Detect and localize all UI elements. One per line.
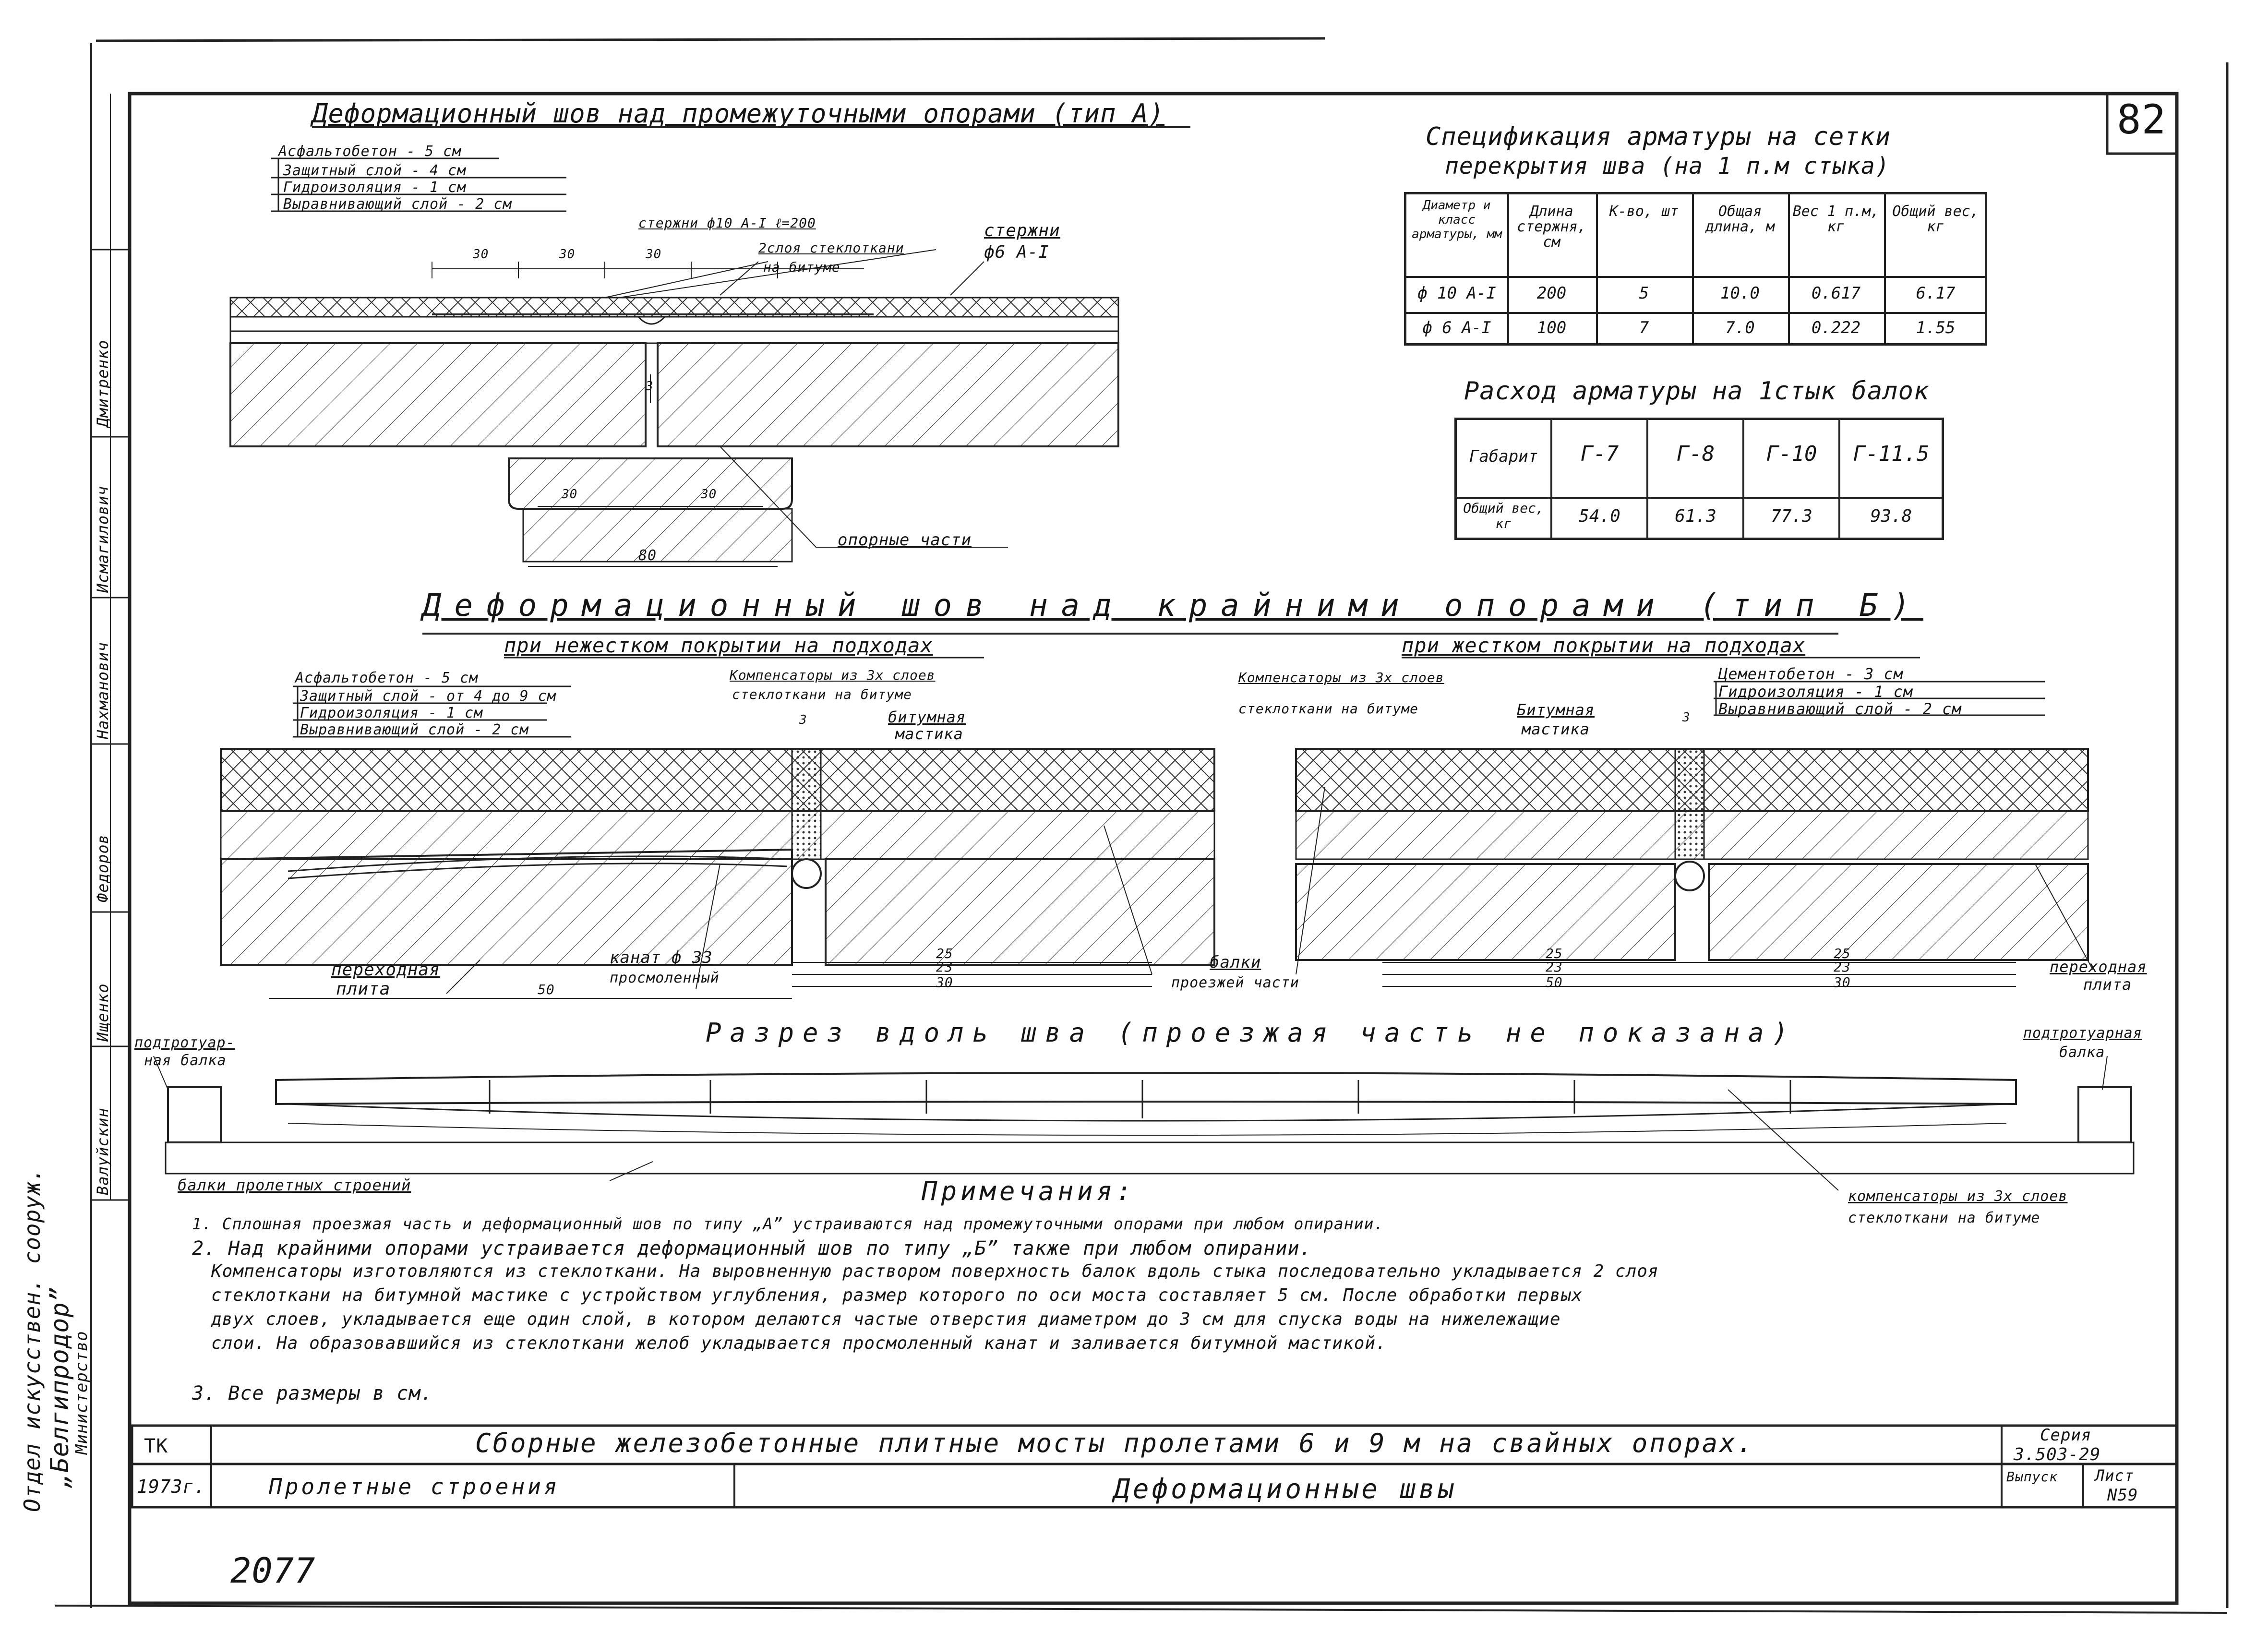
dim-b-left-3: 23 <box>936 959 953 975</box>
rebar-gabarit-3: Г-10 <box>1766 442 1817 466</box>
dim-a-bottom-2: 30 <box>701 487 717 502</box>
compensators-label-2: стеклоткани на битуме <box>1848 1210 2040 1226</box>
org-department: Отдел искусствен. сооруж. <box>19 1167 45 1512</box>
layer-b-right-2: Гидроизоляция - 1 см <box>1718 683 1913 701</box>
bit-mastic-right-1: Битумная <box>1517 701 1595 719</box>
spec-title-2: перекрытия шва (на 1 п.м стыка) <box>1445 153 1890 180</box>
bit-mastic-left-2: мастика <box>895 725 963 743</box>
left-beam-label-2: ная балка <box>144 1052 227 1069</box>
stamp-sheet-label: Лист <box>2095 1466 2135 1485</box>
spec-header-total-weight: Общий вес, кг <box>1892 203 1979 235</box>
layer-b-left-3: Гидроизоляция - 1 см <box>300 705 483 721</box>
spec-r1-c3: 5 <box>1639 284 1649 303</box>
spec-header-diameter: Диаметр и класс арматуры, мм <box>1412 198 1502 241</box>
notes-title: Примечания: <box>922 1176 1136 1206</box>
dim-a-top-3: 30 <box>646 247 662 262</box>
signature-4: Федоров <box>94 834 112 902</box>
dim-b-right-5: 23 <box>1834 959 1851 975</box>
signature-6: Валуйскин <box>94 1107 112 1195</box>
note-2: 2. Над крайними опорами устраивается деформационный шов по типу „Б” также при любом опирании. <box>192 1237 1312 1260</box>
dim-b-left-4: 30 <box>936 974 953 990</box>
note-6: слои. На образовавшийся из стеклоткани желоб укладывается просмоленный канат и заливается битумной мастикой. <box>211 1333 1387 1353</box>
comp-right-1: Компенсаторы из 3х слоев <box>1238 670 1444 685</box>
rebar-weight-2: 61.3 <box>1675 506 1716 526</box>
left-beam-label-1: подтротуар- <box>134 1034 235 1051</box>
spec-r1-c4: 10.0 <box>1720 284 1760 303</box>
dim-a-bottom-1: 30 <box>562 487 578 502</box>
note-1: 1. Сплошная проезжая часть и деформационный шов по типу „А” устраиваются над промежуточными опорами при любом опирании. <box>192 1214 1384 1233</box>
gap-b-right: 3 <box>1682 710 1691 725</box>
section-b-sub-left: при нежестком покрытии на подходах <box>504 634 933 657</box>
spec-table <box>1404 192 1987 346</box>
rebar-weight-1: 54.0 <box>1579 506 1620 526</box>
stamp-series-label: Серия <box>2040 1426 2092 1445</box>
section-a-title: Деформационный шов над промежуточными опорами (тип А) <box>312 98 1165 129</box>
dim-b-right-6: 30 <box>1834 974 1851 990</box>
layer-a-1: Асфальтобетон - 5 см <box>278 143 462 160</box>
spec-r1-c2: 200 <box>1536 284 1567 303</box>
bit-mastic-right-2: мастика <box>1522 720 1590 738</box>
spec-header-total-length: Общая длина, м <box>1705 203 1775 235</box>
layer-b-left-4: Выравнивающий слой - 2 см <box>300 721 529 738</box>
rope-2: просмоленный <box>610 970 720 986</box>
bit-mastic-left-1: битумная <box>888 708 966 726</box>
stamp-section: Пролетные строения <box>269 1474 560 1500</box>
layer-b-left-1: Асфальтобетон - 5 см <box>295 670 479 686</box>
rebar-gabarit-2: Г-8 <box>1676 442 1715 466</box>
stamp-issue-label: Выпуск <box>2006 1469 2058 1485</box>
transition-left-2: плита <box>336 979 391 999</box>
rods-f10-label: стержни ф10 А-I ℓ=200 <box>638 215 816 231</box>
layer-b-right-3: Выравнивающий слой - 2 см <box>1718 700 1962 718</box>
dim-b-right-1: 25 <box>1546 946 1563 961</box>
dim-a-top-2: 30 <box>559 247 576 262</box>
note-3: Компенсаторы изготовляются из стеклоткани. На выровненную раствором поверхность балок вдоль стыка последовательно укладывается 2 слоя <box>211 1261 1659 1281</box>
stamp-sheet: N59 <box>2107 1486 2138 1505</box>
span-beams-label: балки пролетных строений <box>178 1176 411 1194</box>
comp-left-2: стеклоткани на битуме <box>732 686 912 702</box>
spec-r2-c2: 100 <box>1536 318 1567 337</box>
section-b-title: Деформационный шов над крайними опорами (тип Б) <box>422 588 1923 624</box>
dim-b-right-2: 23 <box>1546 959 1563 975</box>
rebar-table <box>1454 418 1944 540</box>
dim-b-left-1: 50 <box>538 982 555 997</box>
rods-f6-label: стержни <box>984 221 1060 240</box>
dim-a-gap: 3 <box>646 379 654 394</box>
layer-b-left-2: Защитный слой - от 4 до 9 см <box>300 688 556 705</box>
signature-5: Ищенко <box>94 983 112 1042</box>
spec-r2-c4: 7.0 <box>1725 318 1755 337</box>
rebar-gabarit-4: Г-11.5 <box>1853 442 1930 466</box>
spec-r2-c5: 0.222 <box>1811 318 1861 337</box>
rebar-weight-4: 93.8 <box>1870 506 1912 526</box>
transition-right-1: переходная <box>2050 958 2147 976</box>
spec-r2-c6: 1.55 <box>1916 318 1956 337</box>
right-beam-label-1: подтротуарная <box>2023 1025 2142 1042</box>
org-belgiprodor: „Белгипродор” <box>46 1286 74 1488</box>
dim-b-left-2: 25 <box>936 946 953 961</box>
stamp-series: 3.503-29 <box>2014 1445 2101 1464</box>
section-b-sub-right: при жестком покрытии на подходах <box>1402 634 1806 657</box>
on-bitumen-label: на битуме <box>763 259 840 275</box>
signature-2: Исмагилович <box>94 486 112 593</box>
stamp-year: 1973г. <box>137 1476 206 1497</box>
dim-a-top-1: 30 <box>473 247 489 262</box>
signature-1: Дмитренко <box>94 339 112 427</box>
rods-f6-value: ф6 А-I <box>984 242 1050 262</box>
stamp-title: Сборные железобетонные плитные мосты пролетами 6 и 9 м на свайных опорах. <box>475 1428 1755 1458</box>
rope-1: канат ф 33 <box>610 948 713 967</box>
layer-a-3: Гидроизоляция - 1 см <box>283 179 467 196</box>
spec-r1-c5: 0.617 <box>1811 284 1861 303</box>
comp-right-2: стеклоткани на битуме <box>1238 701 1419 717</box>
note-4: стеклоткани на битумной мастике с устройством углубления, размер которого по оси моста составляет 5 см. После обработки первых <box>211 1285 1583 1305</box>
handwritten-number: 2077 <box>230 1550 316 1591</box>
rebar-weight-3: 77.3 <box>1771 506 1812 526</box>
gap-b-left: 3 <box>799 713 807 727</box>
spec-header-weight-pm: Вес 1 п.м, кг <box>1792 203 1880 235</box>
rebar-title: Расход арматуры на 1стык балок <box>1464 377 1930 406</box>
spec-r1-c6: 6.17 <box>1916 284 1956 303</box>
right-beam-label-2: балка <box>2059 1044 2105 1061</box>
layer-b-right-1: Цементобетон - 3 см <box>1718 665 1904 683</box>
rebar-gabarit-label: Габарит <box>1469 447 1538 466</box>
two-layer-label: 2слоя стеклоткани <box>758 240 904 256</box>
note-7: 3. Все размеры в см. <box>192 1382 433 1404</box>
layer-a-4: Выравнивающий слой - 2 см <box>283 196 512 213</box>
spec-r1-c1: ф 10 А-I <box>1417 284 1496 303</box>
spec-header-count: К-во, шт <box>1609 203 1679 220</box>
dim-a-bottom-3: 80 <box>638 547 657 564</box>
signature-3: Нахманович <box>94 642 112 739</box>
spec-r2-c3: 7 <box>1639 318 1649 337</box>
layer-a-2: Защитный слой - 4 см <box>283 162 467 179</box>
stamp-tk: ТК <box>144 1435 168 1457</box>
transition-left-1: переходная <box>331 960 440 980</box>
supports-label: опорные части <box>838 530 972 550</box>
section-title: Разрез вдоль шва (проезжая часть не показана) <box>706 1018 1797 1048</box>
compensators-label-1: компенсаторы из 3х слоев <box>1848 1188 2068 1205</box>
dim-b-right-4: 25 <box>1834 946 1851 961</box>
spec-title-1: Спецификация арматуры на сетки <box>1426 122 1891 151</box>
spec-r2-c1: ф 6 А-I <box>1422 318 1491 337</box>
org-ministry: Министерство <box>72 1331 91 1454</box>
rebar-gabarit-1: Г-7 <box>1580 442 1619 466</box>
note-5: двух слоев, укладывается еще один слой, в котором делаются частые отверстия диаметром до 3 см для спуска воды на нижележащие <box>211 1309 1561 1329</box>
dim-b-right-3: 50 <box>1546 974 1563 990</box>
transition-right-2: плита <box>2083 975 2132 994</box>
comp-left-1: Компенсаторы из 3х слоев <box>730 667 936 683</box>
rebar-weight-label: Общий вес, кг <box>1463 500 1544 531</box>
stamp-name: Деформационные швы <box>1114 1474 1457 1505</box>
beams-1: балки <box>1210 953 1261 972</box>
sheet-number: 82 <box>2117 96 2167 143</box>
beams-2: проезжей части <box>1171 974 1299 991</box>
spec-header-length: Длина стержня, см <box>1517 203 1586 251</box>
